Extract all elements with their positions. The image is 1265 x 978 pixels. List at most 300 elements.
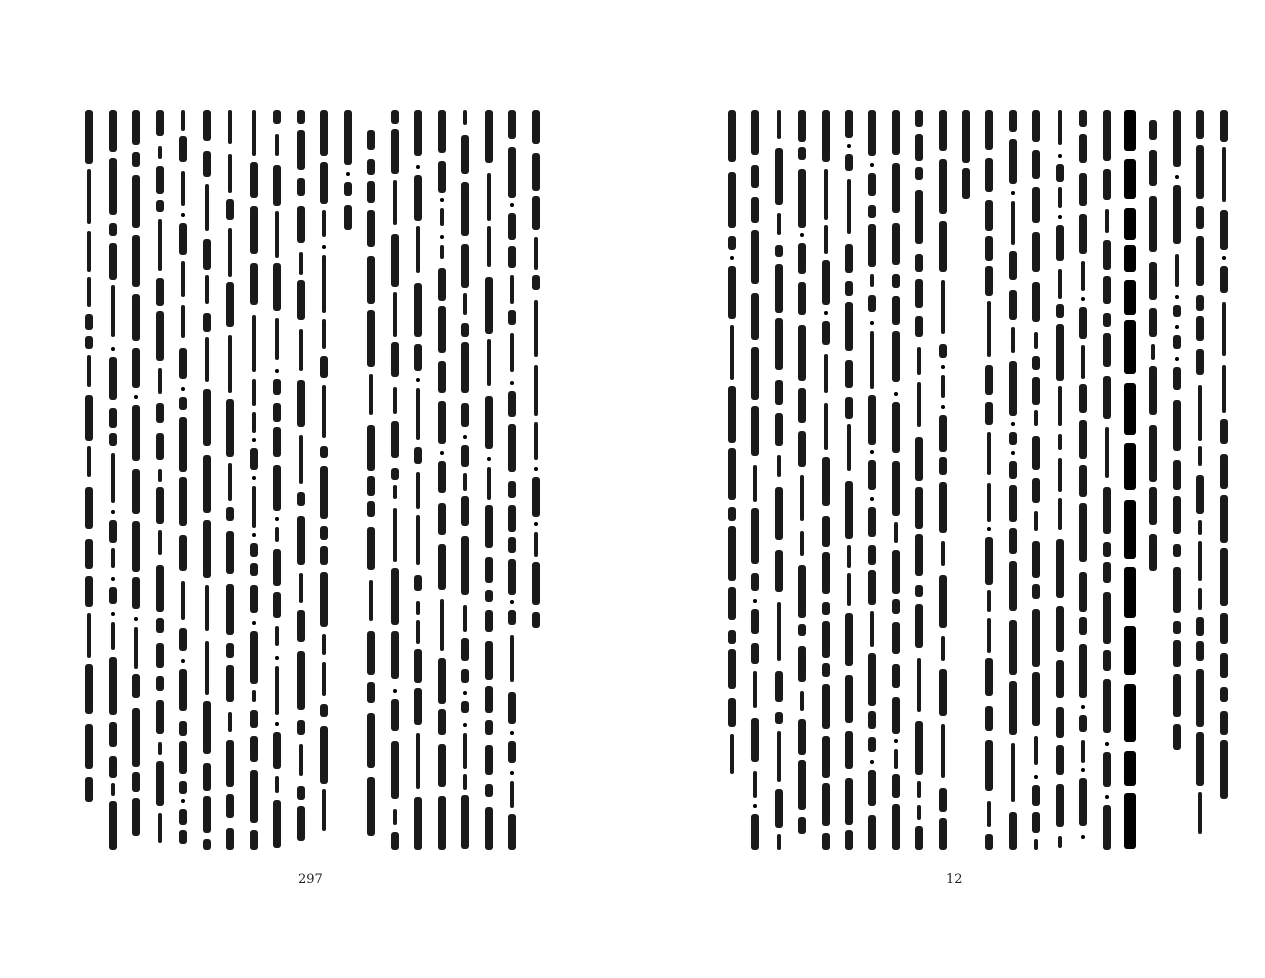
script-word xyxy=(391,832,399,850)
script-word xyxy=(508,610,516,625)
script-word xyxy=(393,292,397,337)
punctuation-mark xyxy=(1081,835,1085,839)
punctuation-mark xyxy=(510,771,514,775)
script-word xyxy=(751,508,759,564)
script-word xyxy=(1173,110,1181,167)
script-word xyxy=(461,536,469,595)
script-word xyxy=(367,256,375,304)
script-word xyxy=(1056,225,1064,261)
script-word xyxy=(322,634,326,655)
punctuation-mark xyxy=(275,517,279,521)
script-word xyxy=(1149,366,1157,415)
script-word xyxy=(845,397,853,419)
script-word xyxy=(941,724,945,778)
script-column xyxy=(456,110,474,850)
script-word xyxy=(273,732,281,769)
script-word xyxy=(1220,419,1228,444)
punctuation-mark xyxy=(753,599,757,603)
script-word xyxy=(1032,672,1040,726)
punctuation-mark xyxy=(894,392,898,396)
script-word xyxy=(85,576,93,607)
script-word xyxy=(179,417,187,472)
script-word xyxy=(1220,687,1228,702)
script-word xyxy=(777,455,781,477)
script-word xyxy=(730,734,734,774)
script-word xyxy=(1105,427,1109,478)
punctuation-mark xyxy=(1105,795,1109,799)
script-word xyxy=(156,278,164,306)
script-word xyxy=(203,389,211,446)
script-word xyxy=(1173,724,1181,750)
punctuation-mark xyxy=(181,213,185,217)
script-word xyxy=(438,401,446,444)
script-word xyxy=(892,274,900,288)
script-word xyxy=(1079,644,1087,698)
punctuation-mark xyxy=(941,405,945,409)
right-page xyxy=(633,0,1265,978)
script-word xyxy=(1009,432,1017,445)
script-word xyxy=(892,110,900,155)
script-word xyxy=(132,294,140,341)
script-word xyxy=(822,783,830,826)
script-word xyxy=(109,223,117,236)
punctuation-mark xyxy=(534,467,538,471)
script-word xyxy=(320,356,328,378)
script-column xyxy=(910,110,928,850)
script-word xyxy=(985,236,993,261)
script-word xyxy=(939,415,947,452)
script-word xyxy=(250,263,258,305)
punctuation-mark xyxy=(1058,154,1062,158)
script-word xyxy=(487,467,491,500)
script-word xyxy=(179,136,187,162)
script-word xyxy=(1011,743,1015,802)
script-word xyxy=(1173,567,1181,613)
script-word xyxy=(892,331,900,382)
script-word xyxy=(85,664,93,714)
script-word xyxy=(868,205,876,218)
script-word xyxy=(416,226,420,273)
script-word xyxy=(438,796,446,850)
script-word xyxy=(728,526,736,581)
punctuation-mark xyxy=(393,689,397,693)
script-word xyxy=(273,427,281,457)
script-word xyxy=(179,397,187,410)
script-word xyxy=(1056,304,1064,318)
script-word xyxy=(391,234,399,287)
script-word xyxy=(132,405,140,461)
script-word xyxy=(250,770,258,823)
script-word xyxy=(915,190,923,244)
script-word xyxy=(179,830,187,844)
script-word xyxy=(179,348,187,379)
script-word xyxy=(487,173,491,221)
script-word xyxy=(1173,305,1181,317)
script-word xyxy=(1222,147,1226,202)
left-page xyxy=(0,0,632,978)
script-word xyxy=(728,110,736,162)
script-word xyxy=(915,826,923,850)
script-word xyxy=(485,396,493,449)
script-word xyxy=(414,110,422,156)
script-word xyxy=(800,531,804,556)
script-word xyxy=(1220,711,1228,735)
script-word xyxy=(273,263,281,311)
script-word xyxy=(461,323,469,337)
script-word xyxy=(939,457,947,475)
script-word xyxy=(751,347,759,400)
script-word xyxy=(728,587,736,620)
script-word xyxy=(868,737,876,752)
script-word xyxy=(534,532,538,557)
script-word xyxy=(1103,592,1111,644)
script-word xyxy=(367,181,375,203)
script-word xyxy=(777,110,781,139)
script-word xyxy=(85,777,93,802)
script-word xyxy=(391,568,399,625)
script-word xyxy=(798,646,806,682)
punctuation-mark xyxy=(275,369,279,373)
script-word xyxy=(179,477,187,526)
script-word xyxy=(416,388,420,440)
script-word xyxy=(250,448,258,470)
script-word xyxy=(438,361,446,393)
script-word xyxy=(798,147,806,160)
script-word xyxy=(532,153,540,191)
script-word xyxy=(1124,751,1136,786)
script-word xyxy=(917,382,921,427)
script-word xyxy=(510,275,514,304)
script-word xyxy=(892,804,900,850)
script-word xyxy=(1149,308,1157,337)
script-word xyxy=(892,774,900,798)
punctuation-mark xyxy=(463,723,467,727)
script-word xyxy=(87,355,91,387)
script-word xyxy=(751,197,759,223)
script-word xyxy=(1124,245,1136,272)
script-column xyxy=(151,110,169,850)
script-word xyxy=(461,795,469,849)
script-word xyxy=(344,110,352,165)
script-word xyxy=(939,575,947,628)
script-word xyxy=(132,577,140,609)
script-word xyxy=(1198,792,1202,834)
script-word xyxy=(485,590,493,602)
script-word xyxy=(730,325,734,380)
script-word xyxy=(751,643,759,664)
script-word xyxy=(203,763,211,791)
script-word xyxy=(1079,778,1087,826)
punctuation-mark xyxy=(510,203,514,207)
script-word xyxy=(1196,145,1204,199)
script-word xyxy=(1173,621,1181,634)
script-word xyxy=(250,631,258,684)
script-word xyxy=(156,200,164,212)
script-word xyxy=(1009,361,1017,416)
script-word xyxy=(939,159,947,214)
script-word xyxy=(1222,365,1226,413)
script-word xyxy=(845,154,853,171)
script-word xyxy=(179,721,187,736)
script-word xyxy=(751,230,759,284)
script-word xyxy=(892,697,900,734)
script-word xyxy=(320,546,328,565)
script-word xyxy=(181,171,185,206)
script-word xyxy=(1196,669,1204,727)
script-word xyxy=(297,720,305,735)
script-word xyxy=(985,365,993,395)
script-word xyxy=(87,446,91,477)
script-word xyxy=(416,601,420,615)
script-word xyxy=(1103,313,1111,327)
script-word xyxy=(297,206,305,243)
punctuation-mark xyxy=(440,451,444,455)
script-word xyxy=(1009,461,1017,479)
script-word xyxy=(109,408,117,428)
script-word xyxy=(109,243,117,280)
script-word xyxy=(845,675,853,723)
script-column xyxy=(793,110,811,850)
script-word xyxy=(391,699,399,731)
script-word xyxy=(1198,446,1202,466)
script-word xyxy=(1034,839,1038,850)
script-word xyxy=(845,731,853,769)
script-column xyxy=(863,110,881,850)
script-word xyxy=(1173,544,1181,557)
script-word xyxy=(847,573,851,606)
script-word xyxy=(297,130,305,170)
punctuation-mark xyxy=(1011,191,1015,195)
script-word xyxy=(156,761,164,806)
script-word xyxy=(534,300,538,357)
punctuation-mark xyxy=(440,235,444,239)
script-word xyxy=(250,710,258,728)
script-word xyxy=(985,834,993,850)
script-word xyxy=(179,223,187,255)
script-word xyxy=(85,110,93,164)
script-word xyxy=(824,169,828,220)
script-word xyxy=(962,110,970,163)
script-word xyxy=(1058,386,1062,426)
script-word xyxy=(87,231,91,272)
script-word xyxy=(868,395,876,445)
punctuation-mark xyxy=(252,621,256,625)
script-word xyxy=(798,325,806,381)
script-word xyxy=(252,412,256,433)
script-word xyxy=(987,483,991,522)
punctuation-mark xyxy=(894,739,898,743)
script-word xyxy=(1103,542,1111,557)
script-word xyxy=(273,165,281,206)
script-word xyxy=(156,618,164,633)
script-word xyxy=(109,756,117,778)
script-word xyxy=(1034,511,1038,531)
script-word xyxy=(1124,208,1136,240)
script-word xyxy=(275,211,279,258)
script-word xyxy=(798,169,806,228)
script-word xyxy=(132,772,140,792)
script-column xyxy=(480,110,498,850)
script-word xyxy=(485,505,493,548)
script-word xyxy=(1079,307,1087,339)
script-word xyxy=(367,713,375,768)
punctuation-mark xyxy=(1058,215,1062,219)
script-word xyxy=(297,492,305,506)
script-word xyxy=(320,526,328,540)
punctuation-mark xyxy=(134,617,138,621)
page-number-right: 12 xyxy=(946,872,963,887)
script-word xyxy=(179,809,187,825)
script-word xyxy=(205,585,209,631)
script-word xyxy=(508,537,516,553)
script-column xyxy=(934,110,952,850)
script-word xyxy=(299,573,303,603)
script-word xyxy=(1009,290,1017,320)
script-word xyxy=(892,461,900,516)
script-word xyxy=(1196,732,1204,786)
script-word xyxy=(273,549,281,586)
script-word xyxy=(845,778,853,825)
script-word xyxy=(463,110,467,125)
script-word xyxy=(824,354,828,393)
script-word xyxy=(915,437,923,481)
script-word xyxy=(868,653,876,706)
script-word xyxy=(845,281,853,296)
script-word xyxy=(751,165,759,188)
script-word xyxy=(508,147,516,198)
script-word xyxy=(367,159,375,175)
script-word xyxy=(203,701,211,754)
script-word xyxy=(1032,282,1040,322)
script-word xyxy=(728,698,736,727)
script-word xyxy=(158,146,162,159)
script-word xyxy=(868,460,876,490)
script-word xyxy=(1009,139,1017,184)
script-word xyxy=(939,482,947,533)
script-word xyxy=(870,611,874,647)
script-word xyxy=(728,448,736,500)
script-column xyxy=(503,110,521,850)
punctuation-mark xyxy=(111,577,115,581)
punctuation-mark xyxy=(1175,295,1179,299)
script-word xyxy=(985,740,993,791)
script-word xyxy=(109,110,117,152)
script-word xyxy=(985,537,993,585)
script-word xyxy=(798,282,806,315)
script-word xyxy=(892,664,900,688)
script-word xyxy=(1173,460,1181,490)
script-word xyxy=(1124,443,1136,490)
script-word xyxy=(181,110,185,131)
script-column xyxy=(527,110,545,850)
script-word xyxy=(179,781,187,794)
script-word xyxy=(393,180,397,225)
punctuation-mark xyxy=(463,435,467,439)
script-word xyxy=(845,613,853,666)
script-word xyxy=(1079,715,1087,732)
script-word xyxy=(369,374,373,415)
script-word xyxy=(1151,344,1155,360)
script-column xyxy=(174,110,192,850)
punctuation-mark xyxy=(941,365,945,369)
script-word xyxy=(416,472,420,509)
script-word xyxy=(252,379,256,406)
punctuation-mark xyxy=(870,497,874,501)
script-word xyxy=(109,158,117,215)
script-word xyxy=(250,585,258,613)
script-word xyxy=(111,622,115,650)
script-word xyxy=(915,134,923,161)
vertical-script-text-block xyxy=(723,110,1238,850)
script-word xyxy=(367,777,375,836)
script-word xyxy=(158,368,162,394)
script-word xyxy=(109,433,117,446)
script-word xyxy=(1103,752,1111,787)
script-word xyxy=(179,535,187,571)
script-word xyxy=(485,277,493,334)
punctuation-mark xyxy=(346,172,350,176)
script-word xyxy=(728,386,736,443)
punctuation-mark xyxy=(275,722,279,726)
script-word xyxy=(299,329,303,371)
script-word xyxy=(847,179,851,234)
script-word xyxy=(798,817,806,834)
script-word xyxy=(111,783,115,796)
script-word xyxy=(414,797,422,850)
script-word xyxy=(1032,812,1040,833)
script-word xyxy=(440,245,444,259)
script-word xyxy=(508,213,516,240)
script-word xyxy=(228,712,232,732)
script-word xyxy=(1124,383,1136,435)
script-word xyxy=(532,275,540,290)
script-word xyxy=(273,592,281,618)
script-word xyxy=(917,805,921,820)
punctuation-mark xyxy=(252,533,256,537)
script-word xyxy=(508,559,516,595)
script-word xyxy=(132,469,140,514)
script-word xyxy=(463,774,467,790)
script-word xyxy=(1103,333,1111,367)
script-word xyxy=(798,719,806,755)
script-word xyxy=(1196,236,1204,286)
script-word xyxy=(1009,561,1017,611)
punctuation-mark xyxy=(847,144,851,148)
script-word xyxy=(320,704,328,717)
script-word xyxy=(416,515,420,565)
script-word xyxy=(109,657,117,715)
punctuation-mark xyxy=(181,799,185,803)
script-word xyxy=(226,282,234,327)
script-word xyxy=(728,172,736,228)
script-word xyxy=(1124,626,1136,675)
script-word xyxy=(798,243,806,274)
script-word xyxy=(297,516,305,565)
punctuation-mark xyxy=(870,321,874,325)
script-word xyxy=(1196,349,1204,375)
script-column xyxy=(1074,110,1092,850)
script-word xyxy=(485,745,493,775)
script-word xyxy=(158,813,162,843)
script-word xyxy=(85,314,93,330)
script-word xyxy=(824,225,828,254)
script-word xyxy=(1081,261,1085,291)
script-column xyxy=(1004,110,1022,850)
script-word xyxy=(1103,276,1111,304)
script-word xyxy=(1032,541,1040,578)
script-word xyxy=(1124,793,1136,849)
script-word xyxy=(393,387,397,414)
